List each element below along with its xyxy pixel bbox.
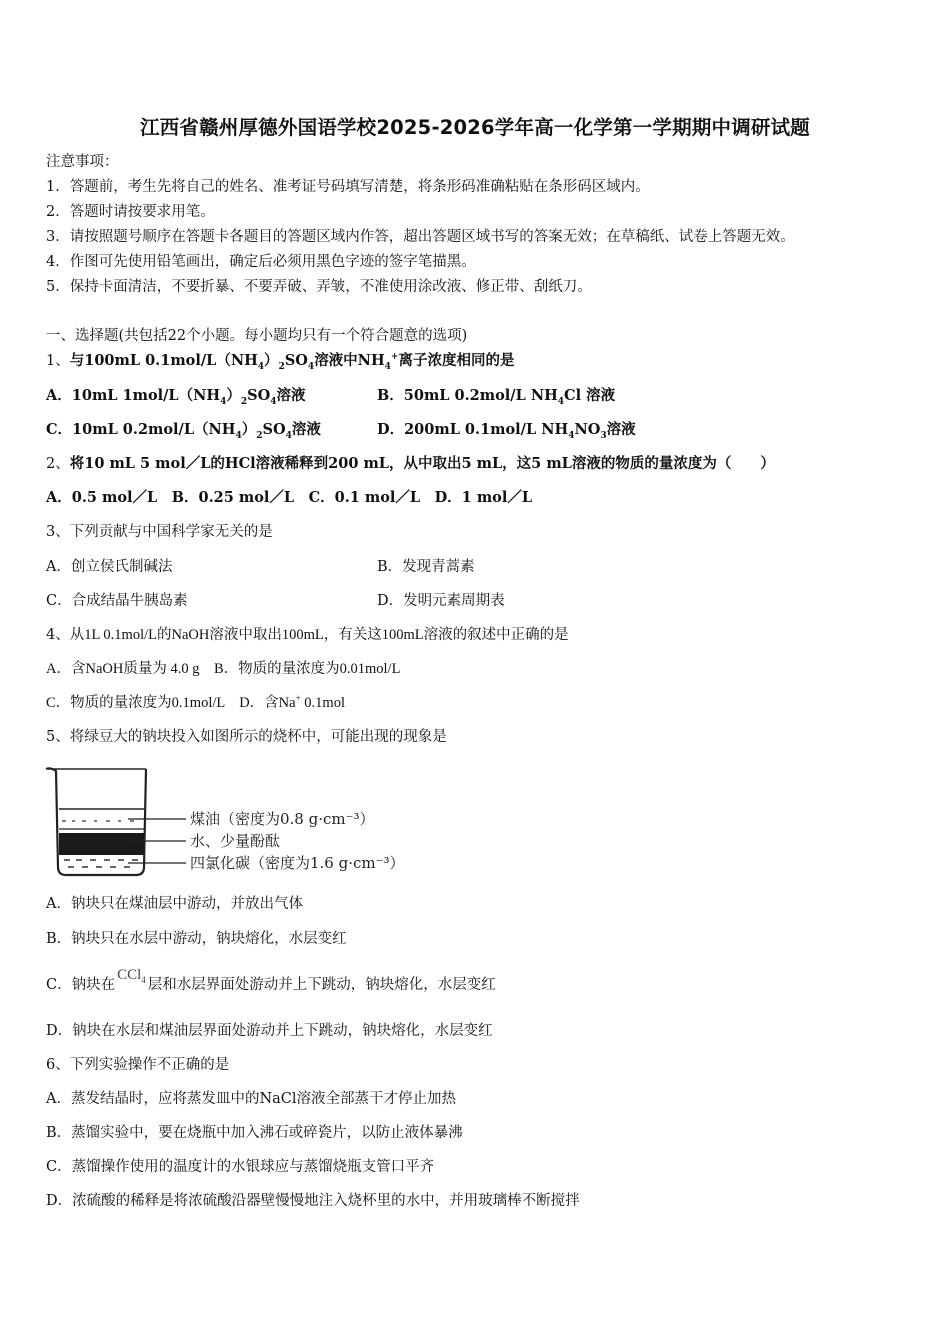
question-2-stem: 2、将10 mL 5 mol／L的HCl溶液稀释到200 mL，从中取出5 mL，这5 mL溶液的物质的量浓度为（ ） xyxy=(46,455,775,472)
question-6-option-d: D．浓硫酸的稀释是将浓硫酸沿器壁慢慢地注入烧杯里的水中，并用玻璃棒不断搅拌 xyxy=(46,1193,580,1209)
question-4-stem: 4、从1L 0.1mol/L的NaOH溶液中取出100mL，有关这100mL溶液的叙述中正确的是 xyxy=(46,627,569,643)
notice-item: 1．答题前，考生先将自己的姓名、准考证号码填写清楚，将条形码准确粘贴在条形码区域内。 xyxy=(46,179,650,195)
question-3-option-d: D．发明元素周期表 xyxy=(377,593,505,609)
notice-item: 4．作图可先使用铅笔画出，确定后必须用黑色字迹的签字笔描黑。 xyxy=(46,254,476,270)
notice-heading: 注意事项： xyxy=(46,154,119,170)
notice-item: 2．答题时请按要求用笔。 xyxy=(46,204,215,220)
question-3-option-a: A．创立侯氏制碱法 xyxy=(46,559,173,575)
question-4-options-line-2: C．物质的量浓度为0.1mol/L D．含Na+ 0.1mol xyxy=(46,693,345,711)
question-1-option-c: C．10mL $0.2mol/L(NH_4)_2SO_4$溶液 xyxy=(46,421,321,441)
question-6-stem: 6、下列实验操作不正确的是 xyxy=(46,1057,230,1073)
figure-label-water: 水、少量酚酞 xyxy=(190,832,281,850)
notice-item: 5．保持卡面清洁，不要折暴、不要弄破、弄皱，不准使用涂改液、修正带、刮纸刀。 xyxy=(46,279,592,295)
question-1-option-b: B．50mL 0.2mol/L $NH_4Cl$ 溶液 xyxy=(377,387,616,407)
question-4-options-line-1: A．含NaOH质量为 4.0 g B．物质的量浓度为0.01mol/L xyxy=(46,661,401,677)
figure-label-ccl4: 四氯化碳（密度为1.6 g·cm⁻³） xyxy=(190,854,405,872)
question-5-option-a: A．钠块只在煤油层中游动，并放出气体 xyxy=(46,896,303,912)
question-1-stem: 1、与100mL $0.1mol/L(NH_4)_2SO_4$溶液中$NH_4^+$离子浓度相同的是 xyxy=(46,352,515,372)
question-2-options: A．0.5 mol／L B．0.25 mol／L C．0.1 mol／L D．1 mol／L xyxy=(46,489,533,506)
beaker-figure xyxy=(44,763,444,883)
question-5-stem: 5、将绿豆大的钠块投入如图所示的烧杯中，可能出现的现象是 xyxy=(46,729,447,745)
page-title: 江西省赣州厚德外国语学校2025-2026学年高一化学第一学期期中调研试题 xyxy=(139,116,811,139)
question-6-option-b: B．蒸馏实验中，要在烧瓶中加入沸石或碎瓷片，以防止液体暴沸 xyxy=(46,1125,463,1141)
question-6-option-a: A．蒸发结晶时，应将蒸发皿中的NaCl溶液全部蒸干才停止加热 xyxy=(46,1091,457,1107)
question-1-option-d: D．200mL 0.1mol/L $NH_4NO_3$溶液 xyxy=(377,421,636,441)
figure-label-kerosene: 煤油（密度为0.8 g·cm⁻³） xyxy=(190,810,375,828)
question-3-stem: 3、下列贡献与中国科学家无关的是 xyxy=(46,524,273,540)
question-5-option-b: B．钠块只在水层中游动，钠块熔化，水层变红 xyxy=(46,931,347,947)
question-3-option-b: B．发现青蒿素 xyxy=(377,559,475,575)
question-3-option-c: C．合成结晶牛胰岛素 xyxy=(46,593,188,609)
question-5-option-c: C．钠块在CCl$_4$ 层和水层界面处游动并上下跳动，钠块熔化，水层变红 xyxy=(46,967,496,993)
notice-item: 3．请按照题号顺序在答题卡各题目的答题区域内作答，超出答题区域书写的答案无效；在草稿纸、试卷上答题无效。 xyxy=(46,229,795,245)
question-6-option-c: C．蒸馏操作使用的温度计的水银球应与蒸馏烧瓶支管口平齐 xyxy=(46,1159,435,1175)
question-5-option-d: D．钠块在水层和煤油层界面处游动并上下跳动，钠块熔化，水层变红 xyxy=(46,1023,493,1039)
question-1-option-a: A．10mL $1mol/L(NH_4)_2SO_4$溶液 xyxy=(46,387,306,407)
section-heading: 一、选择题(共包括22个小题。每小题均只有一个符合题意的选项) xyxy=(46,328,468,344)
